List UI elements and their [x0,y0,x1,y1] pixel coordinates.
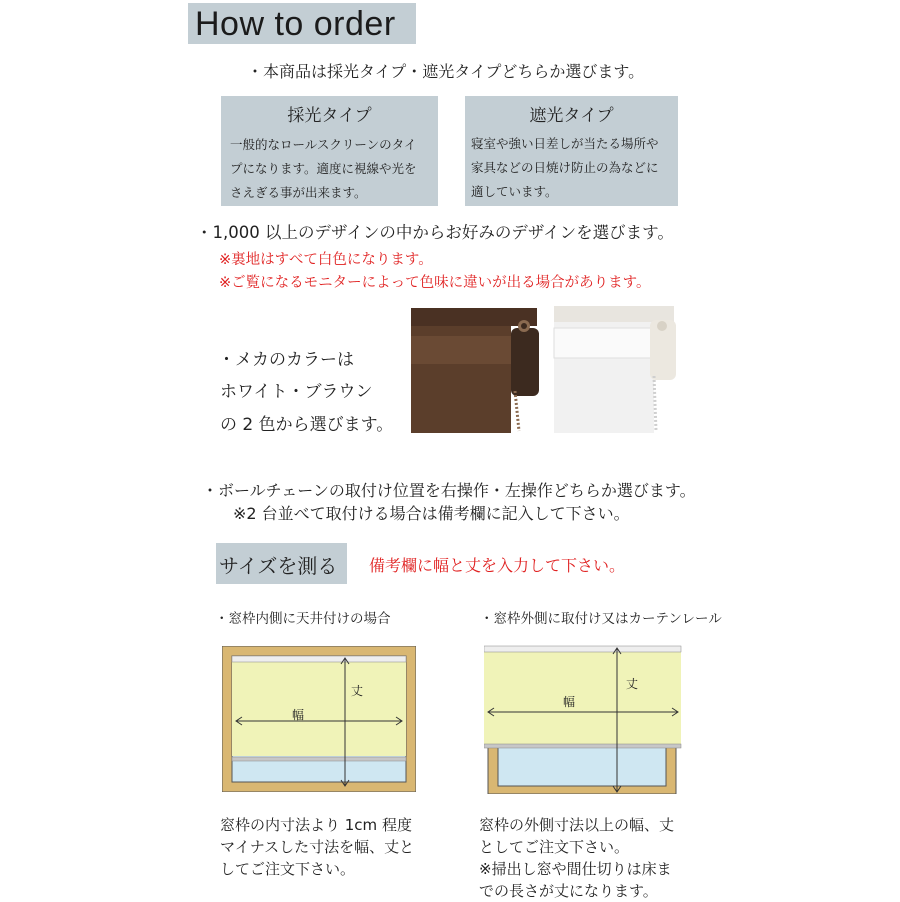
size-heading-box [216,543,347,584]
type-title: 採光タイプ [287,106,372,126]
design-line: ・1,000 以上のデザインの中からお好みのデザインを選びます。 [196,223,674,242]
width-label: 幅 [563,695,576,709]
mecha-line: の 2 色から選びます。 [220,415,394,435]
outside-mount-diagram [484,644,684,794]
chain-line: ・ボールチェーンの取付け位置を右操作・左操作どちらか選びます。 [202,481,696,500]
type-body: 一般的なロールスクリーンのタイ プになります。適度に視線や光を さえぎる事が出来ます。 [230,137,417,200]
type-box-shakou [465,96,678,206]
width-label: 幅 [292,708,305,722]
diagram-caption: ・窓枠内側に天井付けの場合 [215,611,391,627]
title-box [188,3,416,44]
size-heading: サイズを測る [219,554,338,578]
inside-mount-diagram [222,646,416,792]
height-label: 丈 [351,684,364,698]
mecha-line: ・メカのカラーは [218,350,354,370]
brown-mecha-image [411,306,542,433]
intro-text: ・本商品は採光タイプ・遮光タイプどちらか選びます。 [247,62,645,81]
design-note: ※裏地はすべて白色になります。 [219,252,433,268]
white-mecha-image [552,306,679,433]
chain-note: ※2 台並べて取付ける場合は備考欄に記入して下さい。 [233,504,630,523]
size-note: 備考欄に幅と丈を入力して下さい。 [369,556,626,575]
type-body: 寝室や強い日差しが当たる場所や 家具などの日焼け防止の為などに 適しています。 [471,136,659,199]
diagram-description: 窓枠の外側寸法以上の幅、丈 としてご注文下さい。 ※掃出し窓や間仕切りは床ま での長さが丈になります。 [479,816,675,900]
mecha-line: ホワイト・ブラウン [220,382,373,402]
type-box-saikou [221,96,438,206]
type-title: 遮光タイプ [529,106,614,126]
diagram-caption: ・窓枠外側に取付け又はカーテンレール [480,611,722,627]
diagram-description: 窓枠の内寸法より 1cm 程度 マイナスした寸法を幅、丈と してご注文下さい。 [220,816,415,878]
design-note: ※ご覧になるモニターによって色味に違いが出る場合があります。 [219,275,651,291]
page-title: How to order [195,5,396,43]
height-label: 丈 [626,677,639,691]
